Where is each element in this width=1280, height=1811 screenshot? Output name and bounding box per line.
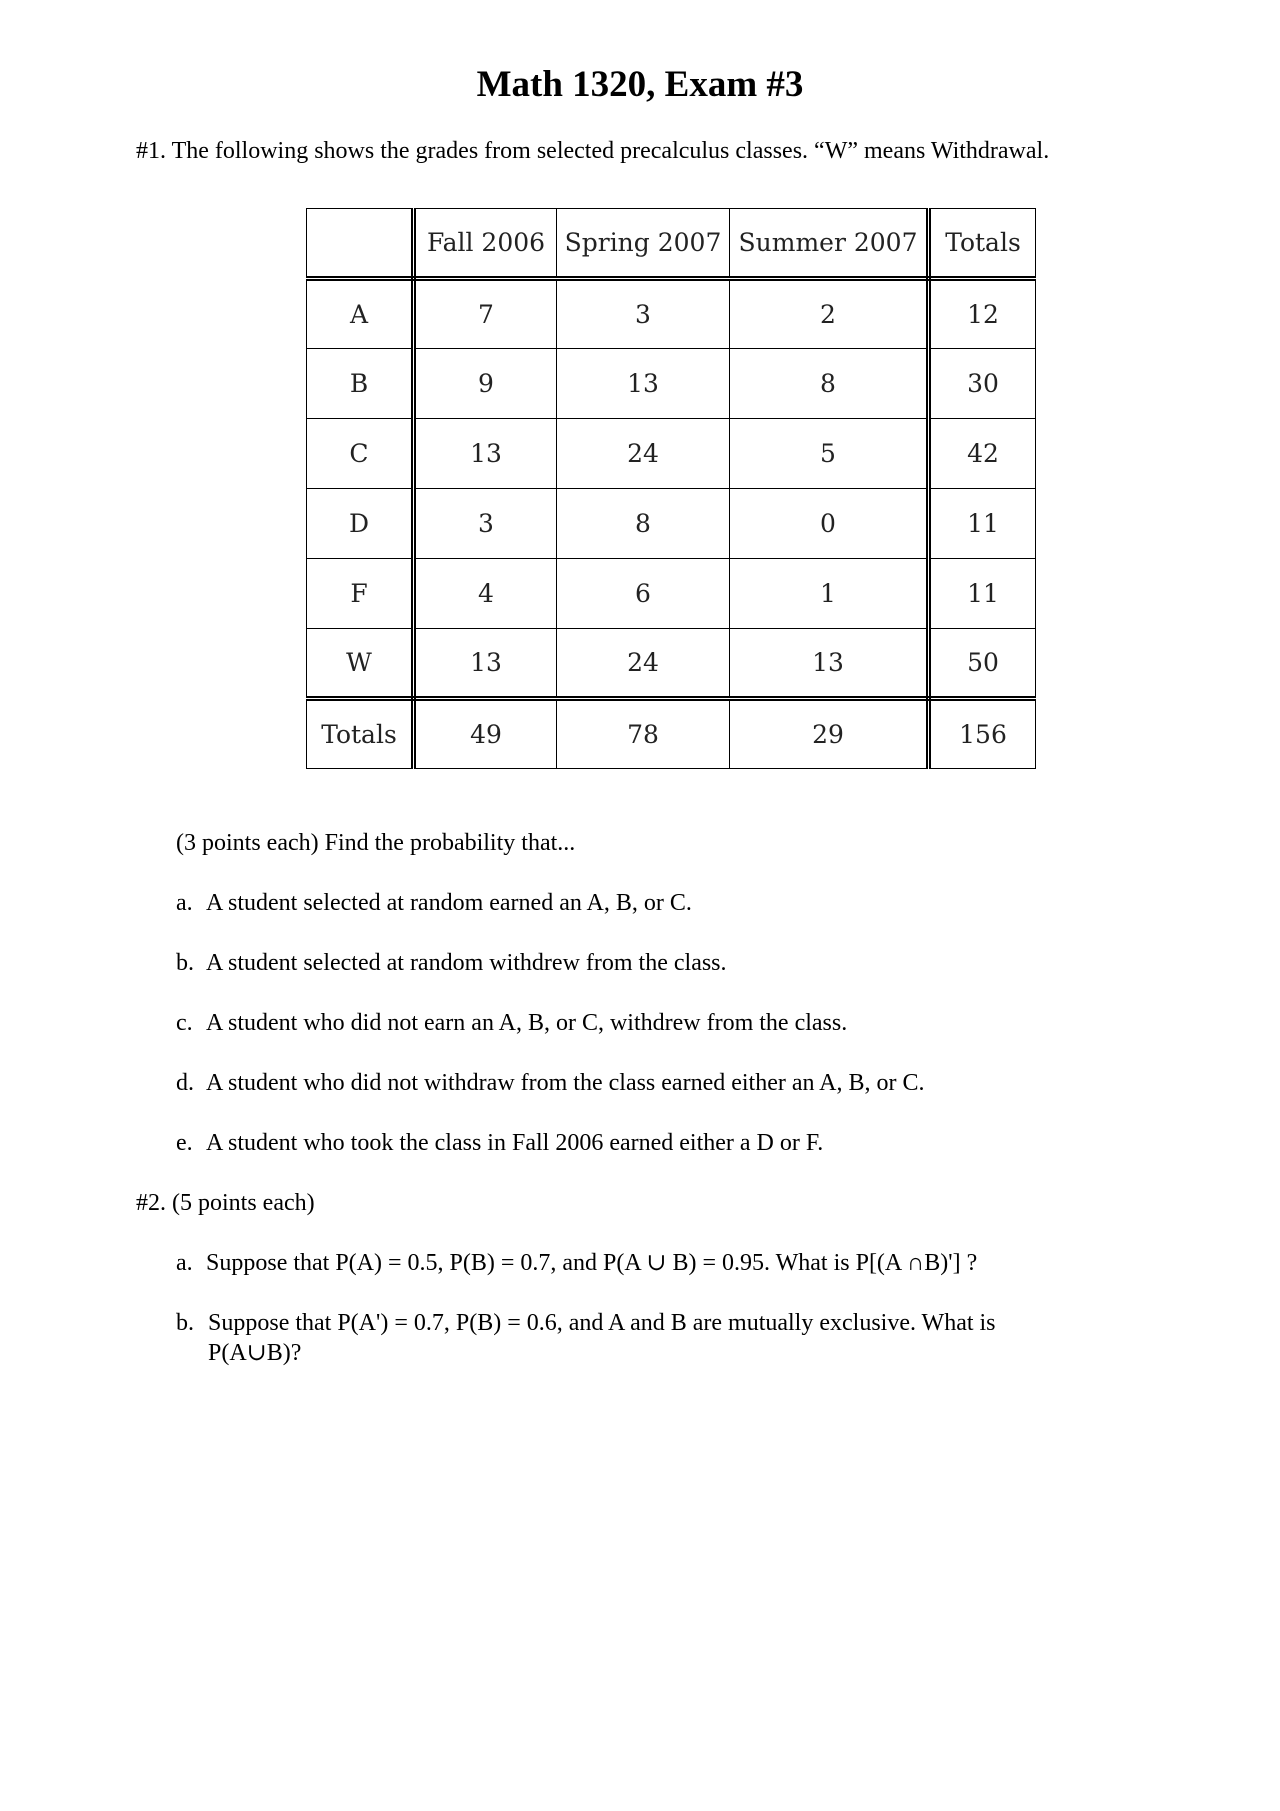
question-2-item-b	[176, 1308, 1096, 1368]
table-header-cell: Fall 2006	[414, 209, 557, 279]
table-cell: 24	[557, 629, 730, 699]
table-cell: 2	[730, 279, 929, 349]
row-label: W	[307, 629, 414, 699]
table-row	[307, 629, 1036, 699]
question-2-item-a	[176, 1248, 977, 1278]
row-label: Totals	[307, 699, 414, 769]
table-cell: 11	[929, 489, 1036, 559]
table-cell: 29	[730, 699, 929, 769]
item-letter: e.	[176, 1130, 193, 1156]
table-cell: 42	[929, 419, 1036, 489]
table-cell: 12	[929, 279, 1036, 349]
table-cell: 0	[730, 489, 929, 559]
item-text: A student who took the class in Fall 2006 earned either a D or F.	[206, 1130, 824, 1156]
question-1-item-b	[176, 948, 727, 978]
row-label: A	[307, 279, 414, 349]
table-cell: 78	[557, 699, 730, 769]
table-header-cell	[307, 209, 414, 279]
item-letter: a.	[176, 890, 193, 916]
table-cell: 50	[929, 629, 1036, 699]
table-cell: 5	[730, 419, 929, 489]
item-text: A student selected at random withdrew from the class.	[206, 950, 727, 976]
question-1-prompt: (3 points each) Find the probability that...	[176, 830, 576, 856]
question-1-item-a	[176, 888, 692, 918]
table-totals-row	[307, 699, 1036, 769]
item-text: Suppose that P(A) = 0.5, P(B) = 0.7, and P(A ∪ B) = 0.95. What is P[(A ∩B)'] ?	[206, 1250, 978, 1276]
table-cell: 13	[414, 629, 557, 699]
question-1-item-e	[176, 1128, 823, 1158]
item-letter: c.	[176, 1010, 193, 1036]
table-cell: 156	[929, 699, 1036, 769]
item-letter: b.	[176, 950, 194, 976]
item-text: A student who did not withdraw from the class earned either an A, B, or C.	[206, 1070, 925, 1096]
row-label: F	[307, 559, 414, 629]
table-cell: 3	[557, 279, 730, 349]
table-cell: 9	[414, 349, 557, 419]
item-letter: a.	[176, 1250, 193, 1276]
item-letter: d.	[176, 1070, 194, 1096]
page-title: Math 1320, Exam #3	[476, 64, 804, 105]
table-cell: 30	[929, 349, 1036, 419]
row-label: D	[307, 489, 414, 559]
table-row	[307, 489, 1036, 559]
table-cell: 13	[414, 419, 557, 489]
row-label: C	[307, 419, 414, 489]
table-header-cell: Totals	[929, 209, 1036, 279]
question-1-item-c	[176, 1008, 847, 1038]
table-row	[307, 349, 1036, 419]
table-cell: 24	[557, 419, 730, 489]
table-row	[307, 559, 1036, 629]
table-cell: 13	[730, 629, 929, 699]
table-row	[307, 279, 1036, 349]
table-header-cell: Spring 2007	[557, 209, 730, 279]
question-1-item-d	[176, 1068, 925, 1098]
table-cell: 4	[414, 559, 557, 629]
table-header-cell: Summer 2007	[730, 209, 929, 279]
table-cell: 13	[557, 349, 730, 419]
table-cell: 6	[557, 559, 730, 629]
question-2-heading: #2. (5 points each)	[136, 1190, 315, 1216]
table-cell: 8	[730, 349, 929, 419]
grades-table	[306, 208, 1036, 769]
table-header-row	[307, 209, 1036, 279]
table-row	[307, 419, 1036, 489]
table-cell: 3	[414, 489, 557, 559]
table-cell: 11	[929, 559, 1036, 629]
item-letter: b.	[176, 1310, 194, 1336]
row-label: B	[307, 349, 414, 419]
question-1-intro: #1. The following shows the grades from selected precalculus classes. “W” means Withdrawal.	[136, 138, 1050, 164]
table-cell: 49	[414, 699, 557, 769]
table-cell: 7	[414, 279, 557, 349]
item-text: Suppose that P(A') = 0.7, P(B) = 0.6, and A and B are mutually exclusive. What is P(A∪B)?	[208, 1310, 996, 1366]
table-cell: 1	[730, 559, 929, 629]
item-text: A student selected at random earned an A, B, or C.	[206, 890, 692, 916]
item-text: A student who did not earn an A, B, or C, withdrew from the class.	[206, 1010, 848, 1036]
table-cell: 8	[557, 489, 730, 559]
